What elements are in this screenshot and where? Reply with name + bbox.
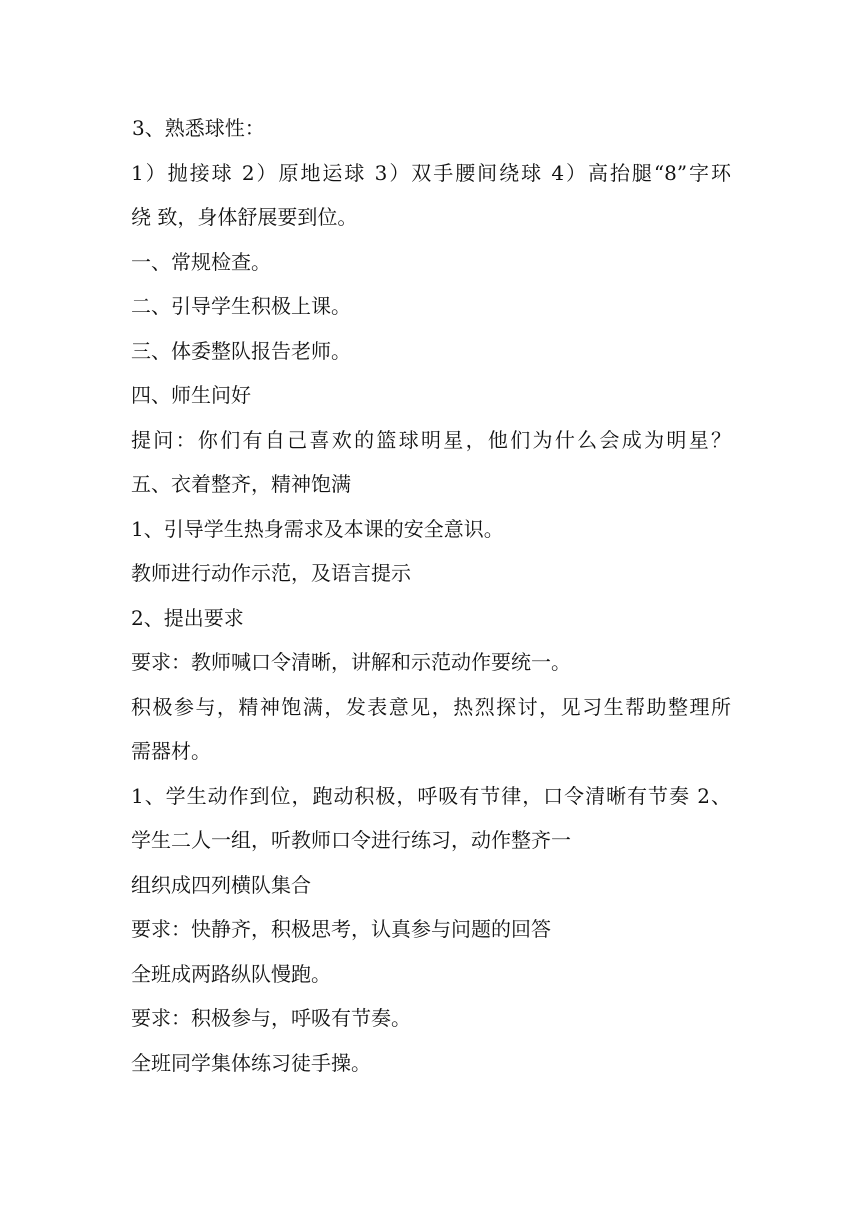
text-line: 组织成四列横队集合 (131, 872, 311, 897)
text-line: 绕 致，身体舒展要到位。 (131, 205, 358, 229)
text-line: 1、学生动作到位，跑动积极，呼吸有节律，口令清晰有节奏 2、 (131, 783, 731, 808)
document-body (131, 106, 731, 1085)
text-line: 1）抛接球 2）原地运球 3）双手腰间绕球 4）高抬腿“8”字环 (131, 160, 731, 185)
text-line: 3、熟悉球性： (132, 116, 265, 140)
text-line: 五、衣着整齐，精神饱满 (131, 472, 351, 496)
text-line: 要求：积极参与，呼吸有节奏。 (131, 1006, 411, 1030)
text-line: 学生二人一组，听教师口令进行练习，动作整齐一 (131, 828, 571, 852)
text-line: 要求：快静齐，积极思考，认真参与问题的回答 (131, 917, 551, 941)
text-line: 四、师生问好 (131, 383, 251, 407)
text-line: 2、提出要求 (131, 605, 244, 630)
text-line: 要求：教师喊口令清晰，讲解和示范动作要统一。 (131, 650, 571, 674)
text-line: 需器材。 (131, 739, 211, 763)
text-line: 全班成两路纵队慢跑。 (131, 961, 331, 986)
text-line: 二、引导学生积极上课。 (131, 294, 351, 318)
text-line: 积极参与，精神饱满，发表意见，热烈探讨，见习生帮助整理所 (131, 694, 731, 719)
text-line: 全班同学集体练习徒手操。 (131, 1050, 371, 1075)
text-line: 提问：你们有自己喜欢的篮球明星，他们为什么会成为明星？ (131, 427, 731, 452)
text-line: 1、引导学生热身需求及本课的安全意识。 (131, 516, 504, 541)
text-line: 教师进行动作示范，及语言提示 (131, 561, 411, 585)
text-line: 三、体委整队报告老师。 (131, 338, 351, 363)
text-line: 一、常规检查。 (131, 249, 271, 274)
